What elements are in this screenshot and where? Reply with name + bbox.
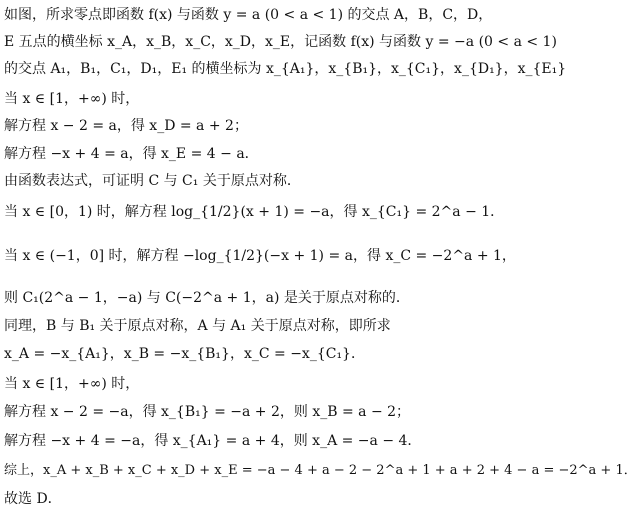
text-line-3: 的交点 A₁，B₁，C₁，D₁，E₁ 的横坐标为 x_{A₁}，x_{B₁}，x_{C₁}，x_{D₁}，x_{E₁} (4, 61, 567, 77)
text-line-13: 当 x ∈ [1，+∞) 时， (4, 376, 140, 392)
text-line-14: 解方程 x − 2 = −a，得 x_{B₁} = −a + 2，则 x_B = a − 2； (4, 404, 411, 420)
text-line-15: 解方程 −x + 4 = −a，得 x_{A₁} = a + 4，则 x_A = −a − 4． (4, 433, 422, 449)
text-line-12: x_A = −x_{A₁}，x_B = −x_{B₁}，x_C = −x_{C₁}． (4, 346, 365, 362)
text-line-4: 当 x ∈ [1，+∞) 时， (4, 91, 140, 107)
text-line-1: 如图，所求零点即函数 f(x) 与函数 y = a (0 < a < 1) 的交点 A，B，C，D， (4, 7, 493, 23)
text-line-5: 解方程 x − 2 = a，得 x_D = a + 2； (4, 118, 248, 134)
text-line-8: 当 x ∈ [0，1) 时，解方程 log_{1/2}(x + 1) = −a，得 x_{C₁} = 2^a − 1． (4, 204, 505, 220)
text-line-16: 综上，x_A + x_B + x_C + x_D + x_E = −a − 4 + a − 2 − 2^a + 1 + a + 2 + 4 − a = −2^a + 1． (4, 463, 637, 478)
text-line-7: 由函数表达式，可证明 C 与 C₁ 关于原点对称． (4, 173, 301, 189)
text-line-11: 同理，B 与 B₁ 关于原点对称，A 与 A₁ 关于原点对称，即所求 (4, 318, 391, 334)
text-line-17: 故选 D． (4, 491, 62, 507)
text-line-2: E 五点的横坐标 x_A，x_B，x_C，x_D，x_E，记函数 f(x) 与函数 y = −a (0 < a < 1) (4, 34, 557, 50)
text-line-10: 则 C₁(2^a − 1，−a) 与 C(−2^a + 1，a) 是关于原点对称的． (4, 290, 410, 306)
text-line-6: 解方程 −x + 4 = a，得 x_E = 4 − a． (4, 146, 259, 162)
text-line-9: 当 x ∈ (−1，0] 时，解方程 −log_{1/2}(−x + 1) = a，得 x_C = −2^a + 1， (4, 248, 516, 264)
